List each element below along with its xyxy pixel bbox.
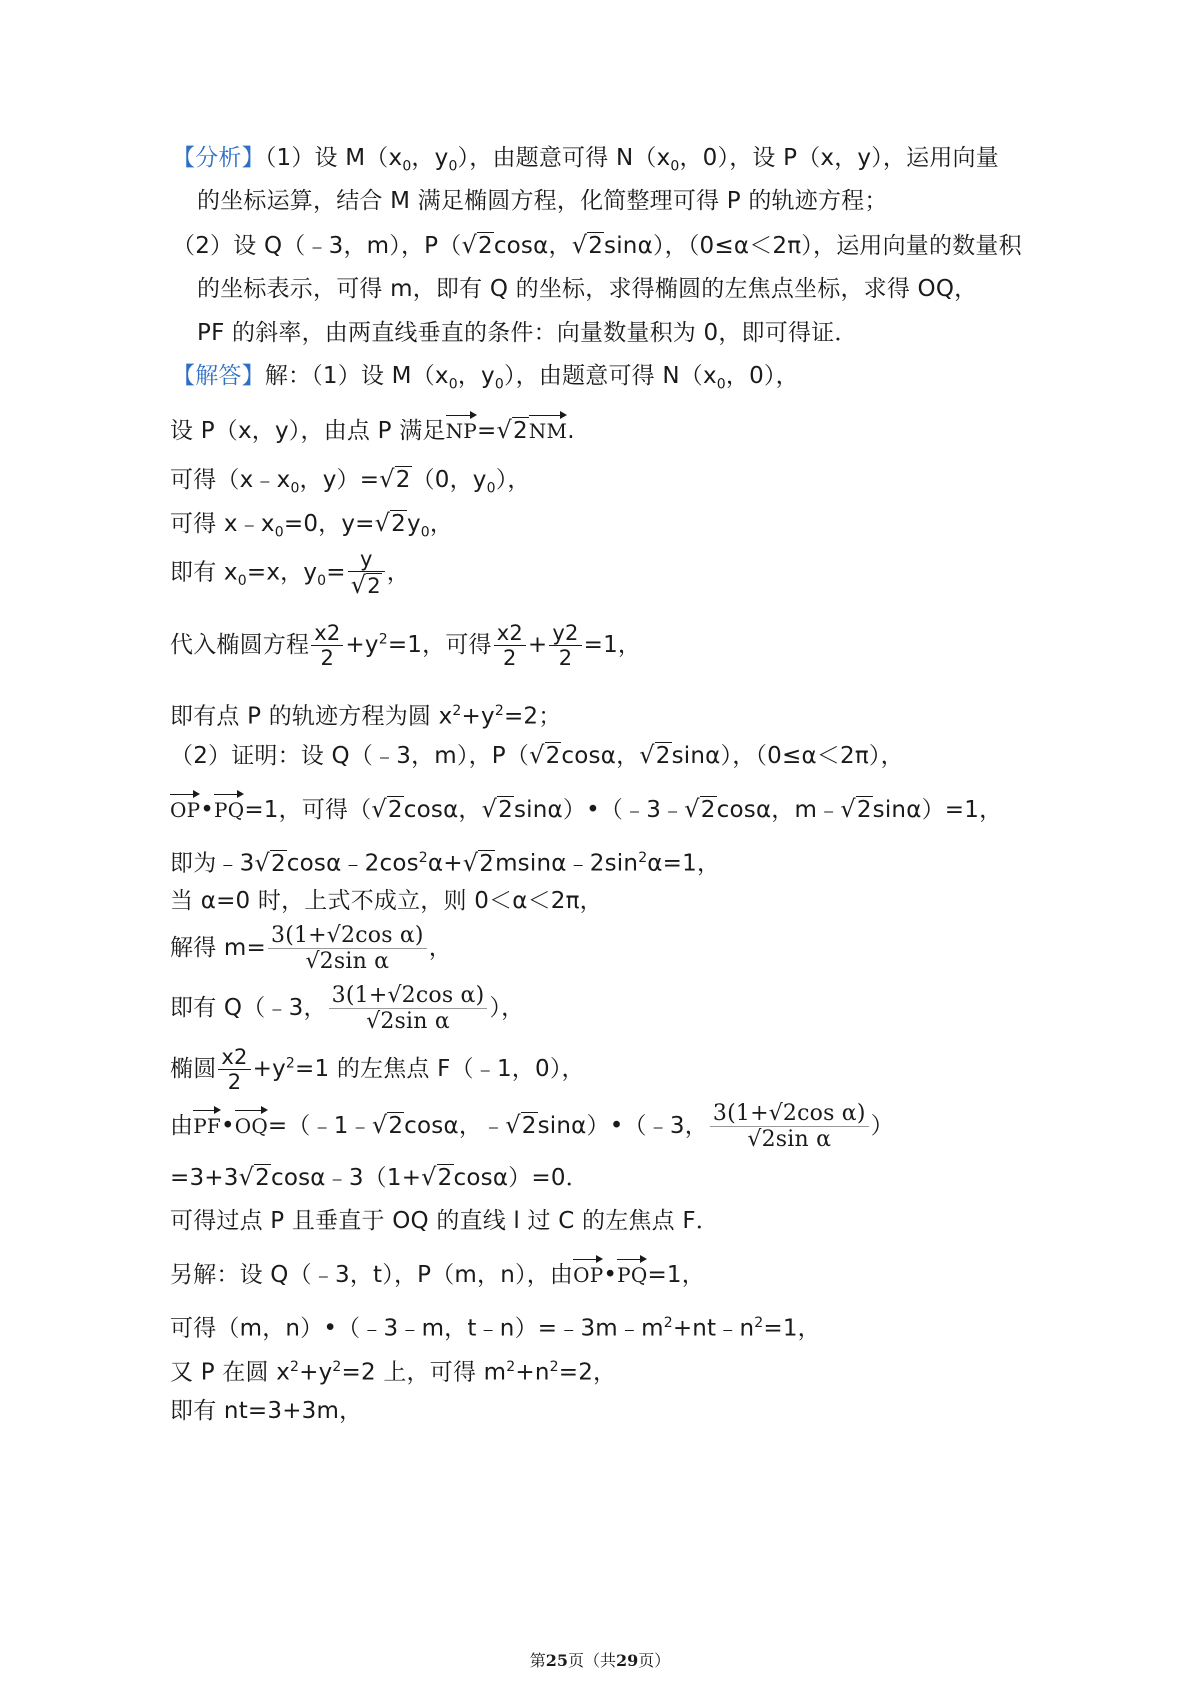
fraction-x2-over-2: $\frac{x2}{2}$ xyxy=(494,622,526,669)
vector-OQ: OQ xyxy=(235,1107,268,1136)
vector-NP: NP xyxy=(446,412,477,441)
solution-line-11: 当 α=0 时，上式不成立，则 0＜α＜2π， xyxy=(170,888,603,914)
vector-PQ: PQ xyxy=(617,1256,647,1285)
solution-line-2: 设 P（x，y），由点 P 满足NP=√2NM. xyxy=(170,412,575,446)
analysis-line-4: 的坐标表示，可得 m，即有 Q 的坐标，求得椭圆的左焦点坐标，求得 OQ， xyxy=(197,276,978,302)
vector-OP: OP xyxy=(573,1256,603,1285)
solution-line-9: OP•PQ=1，可得（√2cosα，√2sinα）•（﹣3﹣√2cosα，m﹣√2sinα）=1， xyxy=(170,791,1002,825)
solution-line-1: 【解答】解：（1）设 $M(x_0$，$y_0$），由题意可得 $N(x_0$，0）， xyxy=(172,363,799,393)
solution-line-18: 另解：设 Q（﹣3，t），P（m，n），由OP•PQ=1， xyxy=(170,1256,705,1290)
solution-line-10: 即为$﹣3√2\cos\alpha﹣2\cos^2\alpha+√2msin\alpha﹣2\sin^2\alpha=1$， xyxy=(170,848,721,877)
solution-line-19: 可得（m，n）•（﹣3﹣m，$t﹣n)=﹣3m﹣m^2+nt﹣n^2=1$， xyxy=(170,1315,821,1342)
analysis-line-5: PF 的斜率，由两直线垂直的条件：向量数量积为 0，即可得证． xyxy=(197,320,858,346)
analysis-line-1: 【分析】（1）设 $M(x_0$，$y_0$），由题意可得 $N(x_0$，0），设 P（x，y），运用向量 xyxy=(172,145,999,175)
page-total: 29 xyxy=(616,1651,639,1670)
solution-line-20: 又 P 在圆 $x^2+y^2=2$ 上，可得 $m^2+n^2=2$， xyxy=(170,1359,617,1386)
solution-line-16: =3+3√2cosα﹣3（1+√2cosα）=0． xyxy=(170,1163,589,1191)
analysis-line-2: 的坐标运算，结合 M 满足椭圆方程，化简整理可得 P 的轨迹方程； xyxy=(197,188,888,214)
solution-line-4: 可得 $x﹣x_0=0$，$y=√2y_0$， xyxy=(170,509,454,541)
fraction-m-value: $\frac{\text{3(1+√2cos α)}}{\text{√2sin α}}$ xyxy=(268,924,427,973)
solution-line-21: 即有 nt=3+3m， xyxy=(170,1398,363,1424)
page-footer: 第25页（共29页） xyxy=(529,1651,671,1670)
solution-line-15: 由PF•OQ=（﹣1﹣√2cosα，﹣√2sinα）•（﹣3， $\frac{\text{3(1+√2cos α)}}{\text{√2sin α}}$ ） xyxy=(170,1101,894,1153)
solution-line-3: 可得（$x﹣x_0$，y）=√2（0，$y_0$）， xyxy=(170,465,531,497)
fraction-m-value: $\frac{\text{3(1+√2cos α)}}{\text{√2sin α}}$ xyxy=(710,1102,869,1151)
solution-line-8: （2）证明：设 Q（﹣3，m），P（√2cosα，√2sinα），（0≤α＜2π）， xyxy=(170,741,904,769)
fraction-x2-over-2: $\frac{x2}{2}$ xyxy=(218,1046,250,1093)
fraction-x2-over-2: $\frac{x2}{2}$ xyxy=(311,622,343,669)
vector-NM: NM xyxy=(529,412,567,441)
fraction-y2-over-2: $\frac{y2}{2}$ xyxy=(549,622,581,669)
solution-line-12: 解得 m= $\frac{\text{3(1+√2cos α)}}{\text{√2sin α}}$ ， xyxy=(170,923,452,975)
analysis-line-3: （2）设 Q（﹣3，m），P（√2cosα，√2sinα），（0≤α＜2π），运用向量的数量积 xyxy=(172,231,1022,259)
page-number: 25 xyxy=(545,1651,568,1670)
solution-label: 【解答】 xyxy=(172,363,265,389)
fraction-y-over-sqrt2: $\frac{y}{√2}$ xyxy=(348,548,385,598)
solution-line-14: 椭圆 $\frac{x2}{2}$ $+y^2=1$ 的左焦点 F（﹣1，0）， xyxy=(170,1045,585,1095)
solution-line-5: 即有 $x_0=x$，$y_0=$ $\frac{y}{√2}$ ， xyxy=(170,547,410,600)
vector-OP: OP xyxy=(170,791,200,820)
solution-line-13: 即有 Q（﹣3， $\frac{\text{3(1+√2cos α)}}{\text{√2sin α}}$ ）， xyxy=(170,983,525,1035)
solution-line-17: 可得过点 P 且垂直于 OQ 的直线 l 过 C 的左焦点 F． xyxy=(170,1208,719,1234)
fraction-m-value: $\frac{\text{3(1+√2cos α)}}{\text{√2sin α}}$ xyxy=(329,984,488,1033)
solution-line-7: 即有点 P 的轨迹方程为圆 $x^2+y^2=2$； xyxy=(170,703,562,730)
solution-line-6: 代入椭圆方程 $\frac{x2}{2}$ $+y^2=1$，可得 $\frac{x2}{2}$ + $\frac{y2}{2}$ =1， xyxy=(170,621,642,671)
analysis-label: 【分析】 xyxy=(172,145,265,171)
vector-PF: PF xyxy=(193,1107,221,1136)
vector-PQ: PQ xyxy=(214,791,244,820)
